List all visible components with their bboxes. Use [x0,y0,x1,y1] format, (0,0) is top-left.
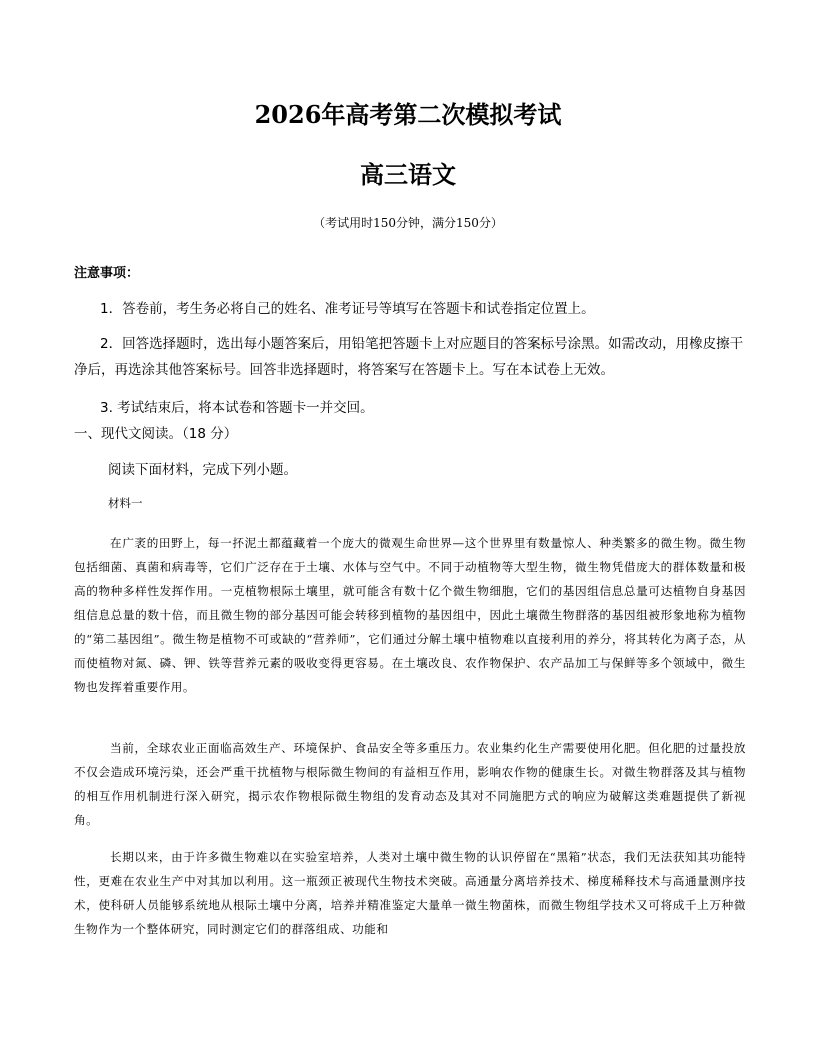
reading-instruction: 阅读下面材料，完成下列小题。 [108,462,297,478]
material-label: 材料一 [108,496,143,510]
note-text-2: 2．回答选择题时，选出每小题答案后，用铅笔把答题卡上对应题目的答案标号涂黑。如需改动，用橡皮擦干净后，再选涂其他答案标号。回答非选择题时，将答案写在答题卡上。写在本试卷上无效。 [74,336,744,378]
material-paragraph-1 [74,531,746,699]
exam-info: （考试用时150分钟，满分150分） [313,216,503,230]
paragraph-text: 长期以来，由于许多微生物难以在实验室培养，人类对土壤中微生物的认识停留在“黑箱”状态，我们无法获知其功能特性，更难在农业生产中对其加以利用。这一瓶颈正被现代生物技术突破。高通量分离培养技术、梯度稀释技术与高通量测序技术，使科研人员能够系统地从根际土壤中分离，培养并精准鉴定大量单一微生物菌株，而微生物组学技术又可将成千上万种微生物作为一个整体研究，同时测定它们的群落组成、功能和 [74,850,746,936]
paragraph-text: 当前，全球农业正面临高效生产、环境保护、食品安全等多重压力。农业集约化生产需要使用化肥。但化肥的过量投放不仅会造成环境污染，还会严重干扰植物与根际微生物间的有益相互作用，影响农作物的健康生长。对微生物群落及其与植物的相互作用机制进行深入研究，揭示农作物根际微生物组的发育动态及其对不同施肥方式的响应为破解这类难题提供了新视角。 [74,741,746,827]
subject-title: 高三语文 [360,160,456,189]
note-item-1 [74,296,746,322]
material-paragraph-2 [74,736,746,832]
note-item-2 [74,331,746,383]
paragraph-text: 在广袤的田野上，每一抔泥土都蕴藏着一个庞大的微观生命世界—这个世界里有数量惊人、种类繁多的微生物。微生物包括细菌、真菌和病毒等，它们广泛存在于土壤、水体与空气中。不同于动植物等大型生物，微生物凭借庞大的群体数量和极高的物种多样性发挥作用。一克植物根际土壤里，就可能含有数十亿个微生物细胞，它们的基因组信息总量可达植物自身基因组信息总量的数十倍，而且微生物的部分基因可能会转移到植物的基因组中，因此土壤微生物群落的基因组被形象地称为植物的“第二基因组”。微生物是植物不可或缺的“营养师”，它们通过分解土壤中植物难以直接利用的养分，将其转化为离子态，从而使植物对氮、磷、钾、铁等营养元素的吸收变得更容易。在土壤改良、农作物保护、农产品加工与保鲜等多个领域中，微生物也发挥着重要作用。 [74,536,746,694]
section-heading: 一、现代文阅读。（18 分） [74,426,238,442]
note-item-3 [74,395,746,421]
exam-title: 2026年高考第二次模拟考试 [254,100,562,129]
note-text-1: 1．答卷前，考生务必将自己的姓名、准考证号等填写在答题卡和试卷指定位置上。 [100,301,595,317]
material-paragraph-3 [74,845,746,941]
note-text-3: 3. 考试结束后，将本试卷和答题卡一并交回。 [100,400,374,416]
notes-heading: 注意事项： [74,266,140,281]
